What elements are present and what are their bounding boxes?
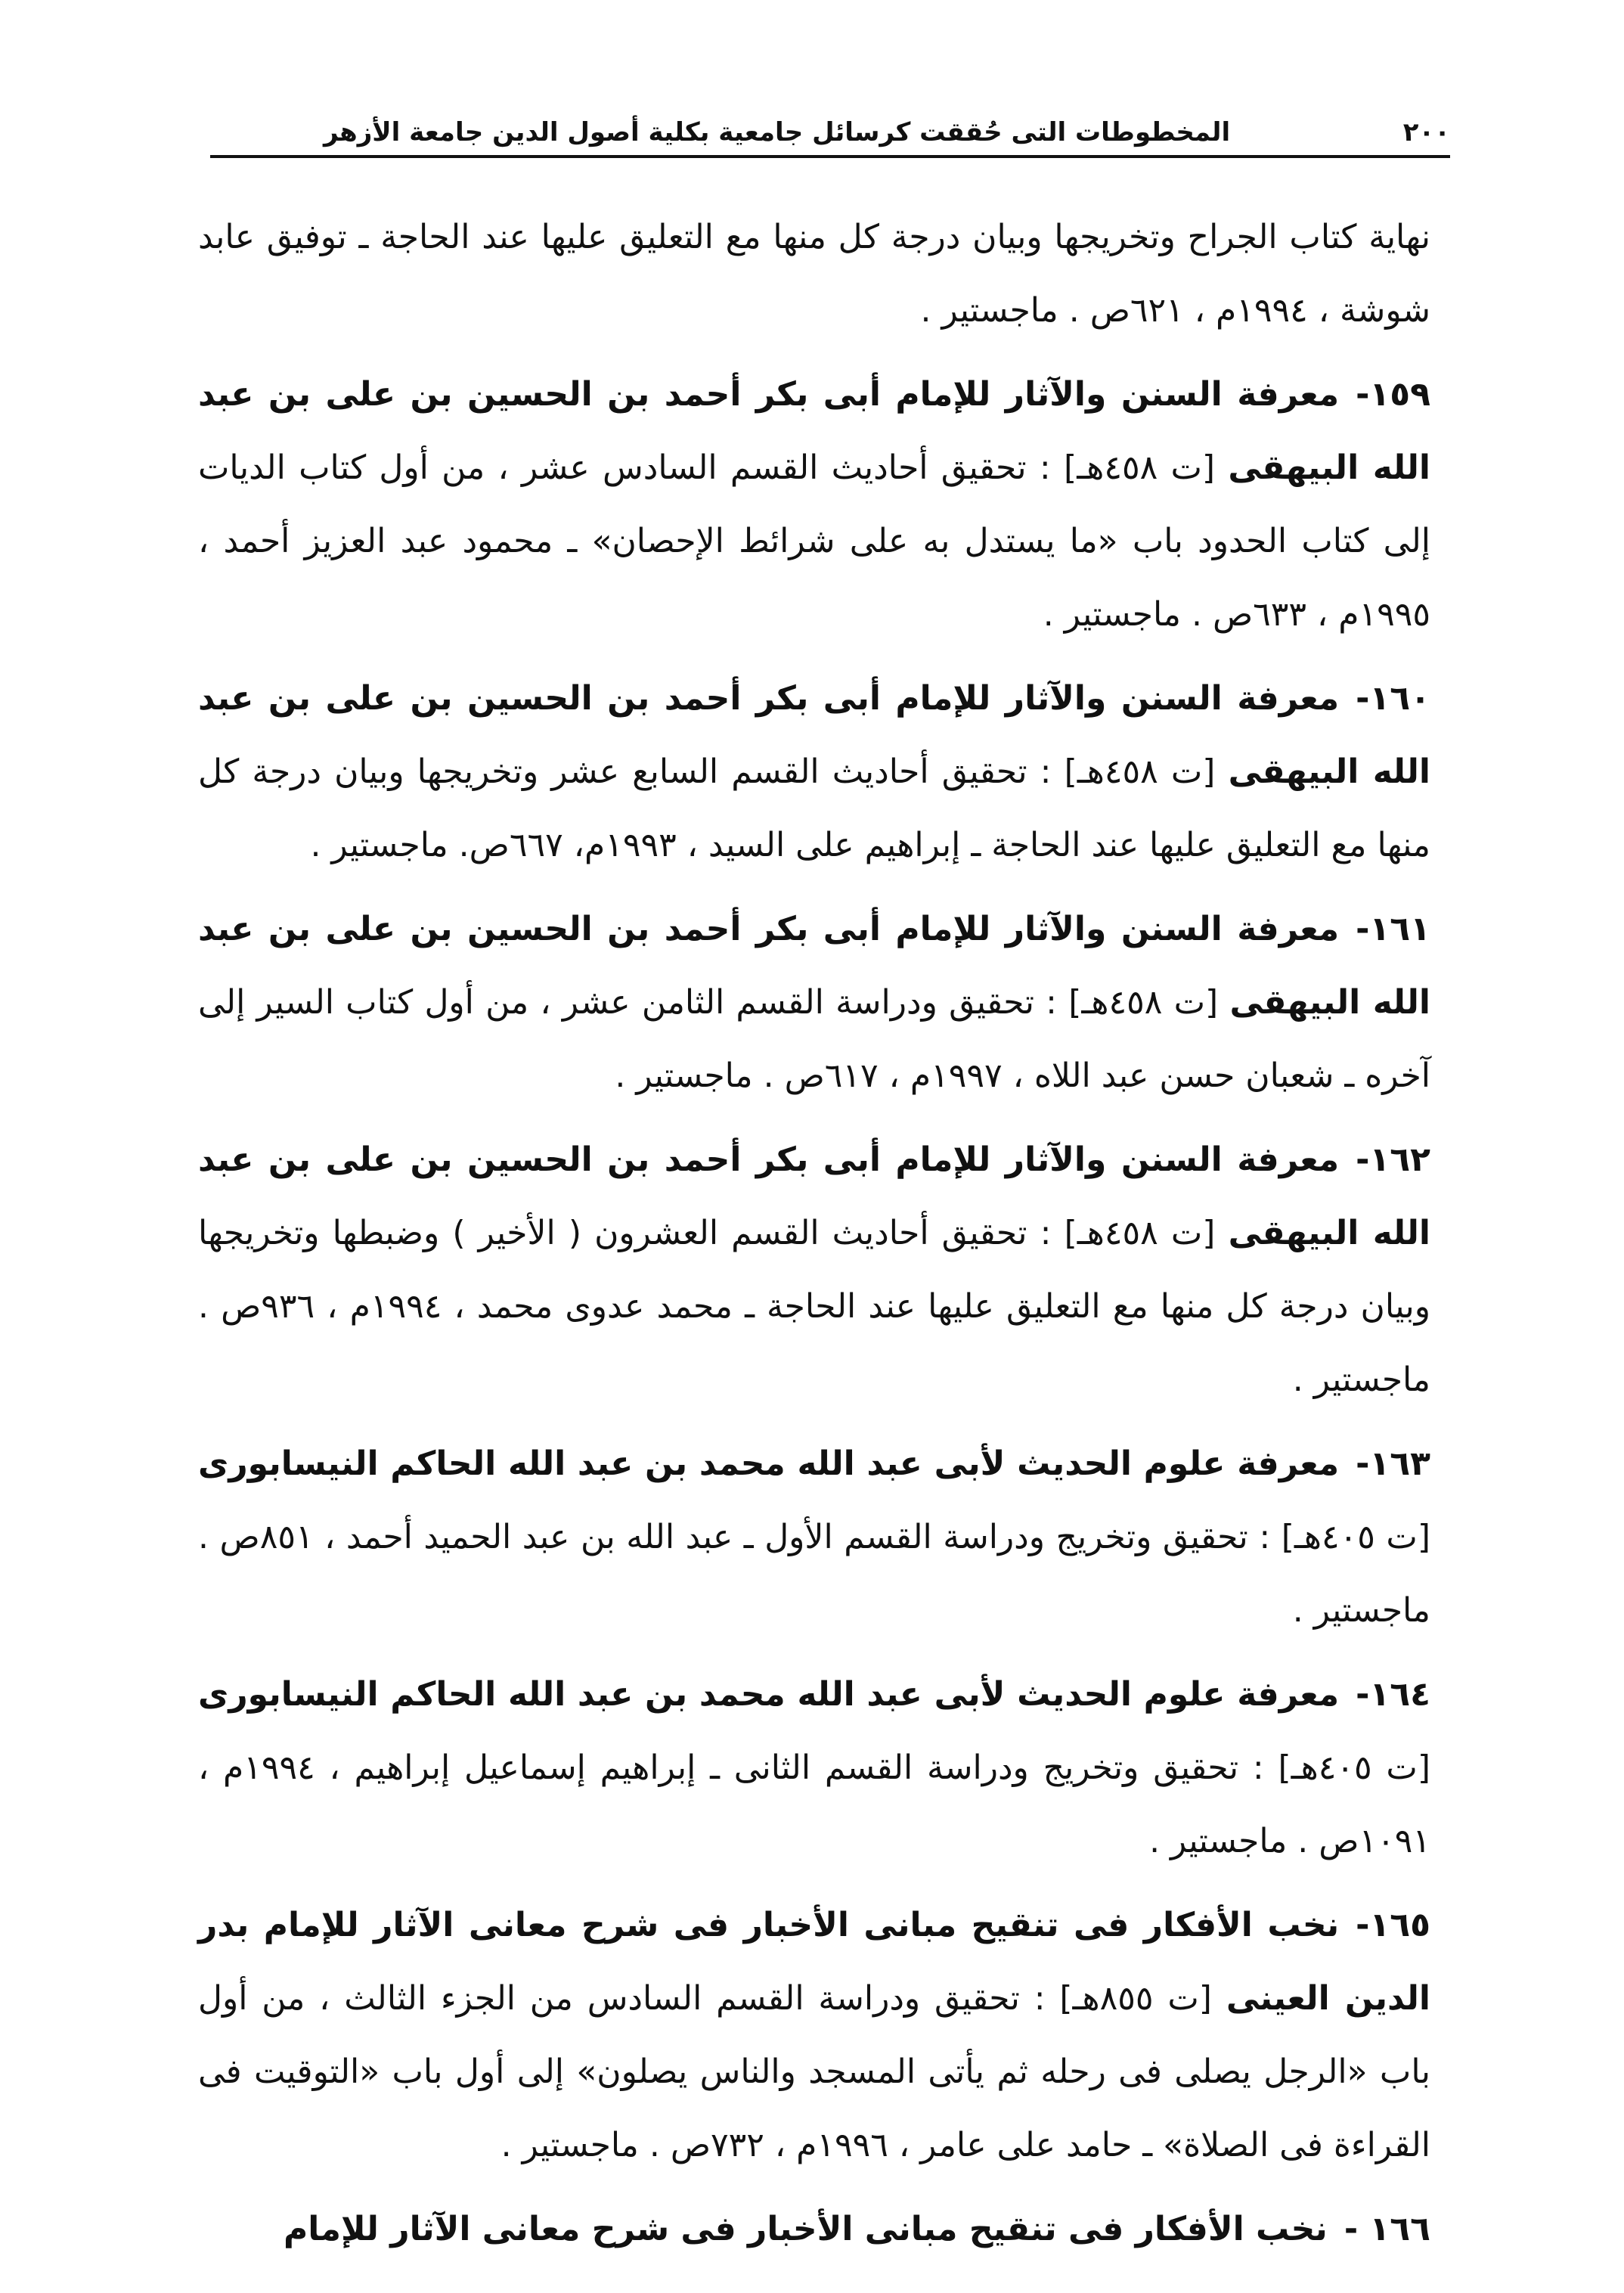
running-header [210, 106, 1450, 159]
entry-details: [ت ٨٥٥هـ] : تحقيق ودراسة القسم السادس من الجزء الثالث ، من أول باب «الرجل يصلى فى رحله ثم يأتى المسجد والناس يصلون» إلى أول باب «التوقيت فى القراءة فى الصلاة» ـ حامد على عامر ، ١٩٩٦م ، ٧٣٢ص . ماجستير . [198, 1979, 1430, 2164]
entry-details: [ت ٤٥٨هـ] : تحقيق ودراسة القسم الثامن عشر ، من أول كتاب السير إلى آخره ـ شعبان حسن عبد اللاه ، ١٩٩٧م ، ٦١٧ص . ماجستير . [198, 983, 1430, 1095]
entry-details: [ت ٤٥٨هـ] : تحقيق أحاديث القسم السادس عشر ، من أول كتاب الديات إلى كتاب الحدود باب «ما يستدل به على شرائط الإحصان» ـ محمود عبد العزيز أحمد ، ١٩٩٥م ، ٦٣٣ص . ماجستير . [198, 448, 1430, 634]
entry-number: ١٥٩- [1356, 375, 1430, 414]
entry-number: ١٦٢- [1356, 1140, 1430, 1179]
entry-160 [198, 662, 1430, 882]
page-number: ٢٠٠ [1402, 117, 1450, 147]
entry-title: معرفة السنن والآثار للإمام أبى بكر أحمد بن الحسين بن على بن عبد الله البيهقى [198, 375, 1431, 487]
entry-title: نخب الأفكار فى تنقيح مبانى الأخبار فى شرح معانى الآثار للإمام بدر الدين العينى [198, 1906, 1431, 2018]
page-body [198, 200, 1430, 2276]
entry-number: ١٦٣- [1356, 1444, 1430, 1483]
entry-details: [ت ٤٠٥هـ] : تحقيق وتخريج ودراسة القسم الثانى ـ إبراهيم إسماعيل إبراهيم ، ١٩٩٤م ، ١٠٩١ص . ماجستير . [198, 1748, 1431, 1860]
entry-number: ١٦٤- [1356, 1675, 1430, 1714]
entry-number: ١٦٠- [1356, 679, 1430, 718]
entry-title: نخب الأفكار فى تنقيح مبانى الأخبار فى شرح معانى الآثار للإمام [283, 2210, 1328, 2248]
entry-details: [ت ٤٠٥هـ] : تحقيق وتخريج ودراسة القسم الأول ـ عبد الله بن عبد الحميد أحمد ، ٨٥١ص . ماجستير . [198, 1518, 1431, 1630]
entry-title: معرفة علوم الحديث لأبى عبد الله محمد بن عبد الله الحاكم النيسابورى [198, 1675, 1340, 1714]
entry-165 [198, 1888, 1430, 2182]
entry-title: معرفة السنن والآثار للإمام أبى بكر أحمد بن الحسين بن على بن عبد الله البيهقى [198, 679, 1430, 791]
entry-number: ١٦٦ - [1344, 2210, 1430, 2248]
entry-title: معرفة علوم الحديث لأبى عبد الله محمد بن عبد الله الحاكم النيسابورى [198, 1444, 1340, 1483]
entry-159 [198, 358, 1430, 651]
entry-163 [198, 1427, 1430, 1647]
header-rule [210, 155, 1450, 158]
entry-number: ١٦١- [1356, 910, 1430, 948]
entry-details: [ت ٤٥٨هـ] : تحقيق أحاديث القسم العشرون ( الأخير ) وضبطها وتخريجها وبيان درجة كل منها مع التعليق عليها عند الحاجة ـ محمد عدوى محمد ، ١٩٩٤م ، ٩٣٦ص . ماجستير . [198, 1214, 1431, 1399]
entry-title: معرفة السنن والآثار للإمام أبى بكر أحمد بن الحسين بن على بن عبد الله البيهقى [198, 1140, 1431, 1252]
entry-162 [198, 1123, 1430, 1416]
entry-161 [198, 892, 1430, 1112]
entry-title: معرفة السنن والآثار للإمام أبى بكر أحمد بن الحسين بن على بن عبد الله البيهقى [198, 910, 1430, 1022]
running-title: المخطوطات التى حُققت كرسائل جامعية بكلية أصول الدين جامعة الأزهر [324, 117, 1231, 147]
entry-number: ١٦٥- [1356, 1906, 1430, 1944]
entry-166 [198, 2192, 1430, 2266]
continuation-paragraph: نهاية كتاب الجراح وتخريجها وبيان درجة كل منها مع التعليق عليها عند الحاجة ـ توفيق عابد شوشة ، ١٩٩٤م ، ٦٢١ص . ماجستير . [198, 218, 1430, 330]
entry-details: [ت ٤٥٨هـ] : تحقيق أحاديث القسم السابع عشر وتخريجها وبيان درجة كل منها مع التعليق عليها عند الحاجة ـ إبراهيم على السيد ، ١٩٩٣م، ٦٦٧ص. ماجستير . [198, 752, 1430, 864]
entry-164 [198, 1658, 1430, 1878]
